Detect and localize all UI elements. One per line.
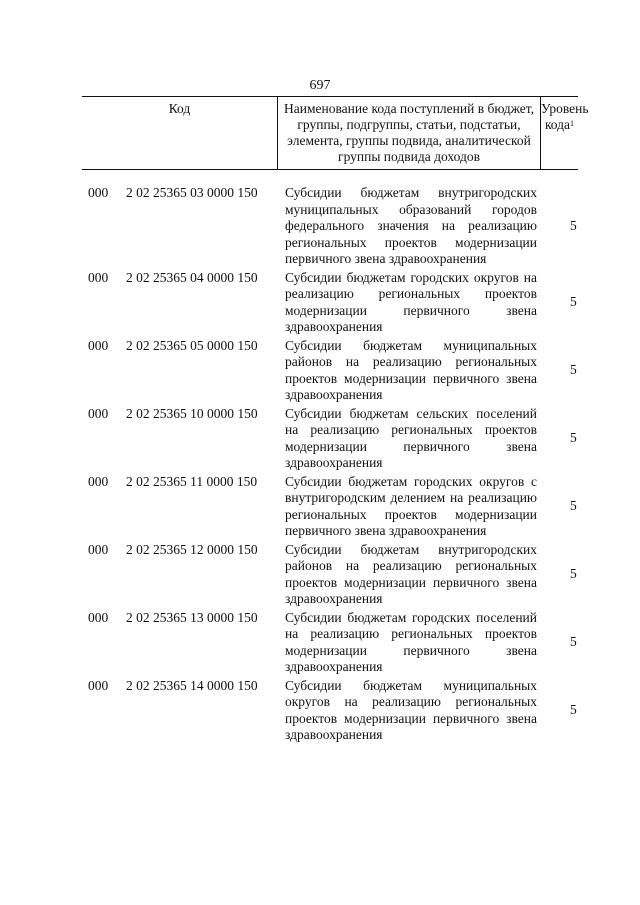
row-code: 2 02 25365 04 0000 150	[126, 269, 258, 285]
row-name: Субсидии бюджетам муниципальных районов на реализацию региональных проектов модернизации первичного звена здравоохранения	[285, 337, 537, 402]
row-name: Субсидии бюджетам муниципальных округов на реализацию региональных проектов модернизации первичного звена здравоохранения	[285, 677, 537, 742]
header-level	[541, 101, 589, 133]
page-number: 697	[309, 78, 331, 93]
row-prefix: 000	[88, 473, 109, 489]
row-name: Субсидии бюджетам городских поселений на реализацию региональных проектов модернизации первичного звена здравоохранения	[285, 609, 537, 674]
table-row	[88, 338, 588, 404]
row-level: 5	[570, 362, 577, 378]
row-prefix: 000	[88, 405, 109, 421]
row-level: 5	[570, 430, 577, 446]
row-code: 2 02 25365 03 0000 150	[126, 185, 258, 200]
row-name: Субсидии бюджетам городских округов на реализацию региональных проектов модернизации первичного звена здравоохранения	[285, 269, 537, 334]
row-prefix: 000	[88, 609, 109, 625]
row-code: 2 02 25365 05 0000 150	[126, 337, 258, 353]
row-code: 2 02 25365 13 0000 150	[126, 609, 258, 625]
header-name: Наименование кода поступлений в бюджет, группы, подгруппы, статьи, подстатьи, элемента, группы подвида, аналитической группы подвида доходов	[283, 101, 534, 164]
row-level: 5	[570, 702, 577, 718]
header-code: Код	[168, 101, 191, 116]
header-level-label: Уровень кода	[541, 101, 589, 132]
table-body	[88, 185, 588, 746]
row-name: Субсидии бюджетам внутригородских муниципальных образований городов федерального значения на реализацию региональных проектов модернизации первичного звена здравоохранения	[285, 185, 537, 266]
row-name: Субсидии бюджетам городских округов с внутригородским делением на реализацию региональных проектов модернизации первичного звена здравоохранения	[285, 473, 537, 538]
footnote-marker: 1	[570, 119, 575, 128]
row-prefix: 000	[88, 541, 109, 557]
row-code: 2 02 25365 10 0000 150	[126, 405, 258, 421]
row-code: 2 02 25365 12 0000 150	[126, 541, 258, 557]
row-level: 5	[570, 294, 577, 310]
row-level: 5	[570, 498, 577, 514]
row-level: 5	[570, 218, 577, 233]
row-name: Субсидии бюджетам внутригородских районов на реализацию региональных проектов модернизации первичного звена здравоохранения	[285, 541, 537, 606]
table-row	[88, 542, 588, 608]
row-code: 2 02 25365 14 0000 150	[126, 677, 258, 693]
table-row	[88, 270, 588, 336]
table-row	[88, 406, 588, 472]
table-header	[82, 96, 589, 170]
row-prefix: 000	[88, 677, 109, 693]
row-prefix: 000	[88, 269, 109, 285]
row-level: 5	[570, 634, 577, 650]
row-code: 2 02 25365 11 0000 150	[126, 473, 258, 489]
row-name: Субсидии бюджетам сельских поселений на реализацию региональных проектов модернизации первичного звена здравоохранения	[285, 405, 537, 470]
table-row	[88, 678, 588, 744]
table-row	[88, 474, 588, 540]
row-level: 5	[570, 566, 577, 582]
table-row	[88, 185, 588, 268]
row-prefix: 000	[88, 337, 109, 353]
table-row	[88, 610, 588, 676]
row-prefix: 000	[88, 185, 109, 200]
